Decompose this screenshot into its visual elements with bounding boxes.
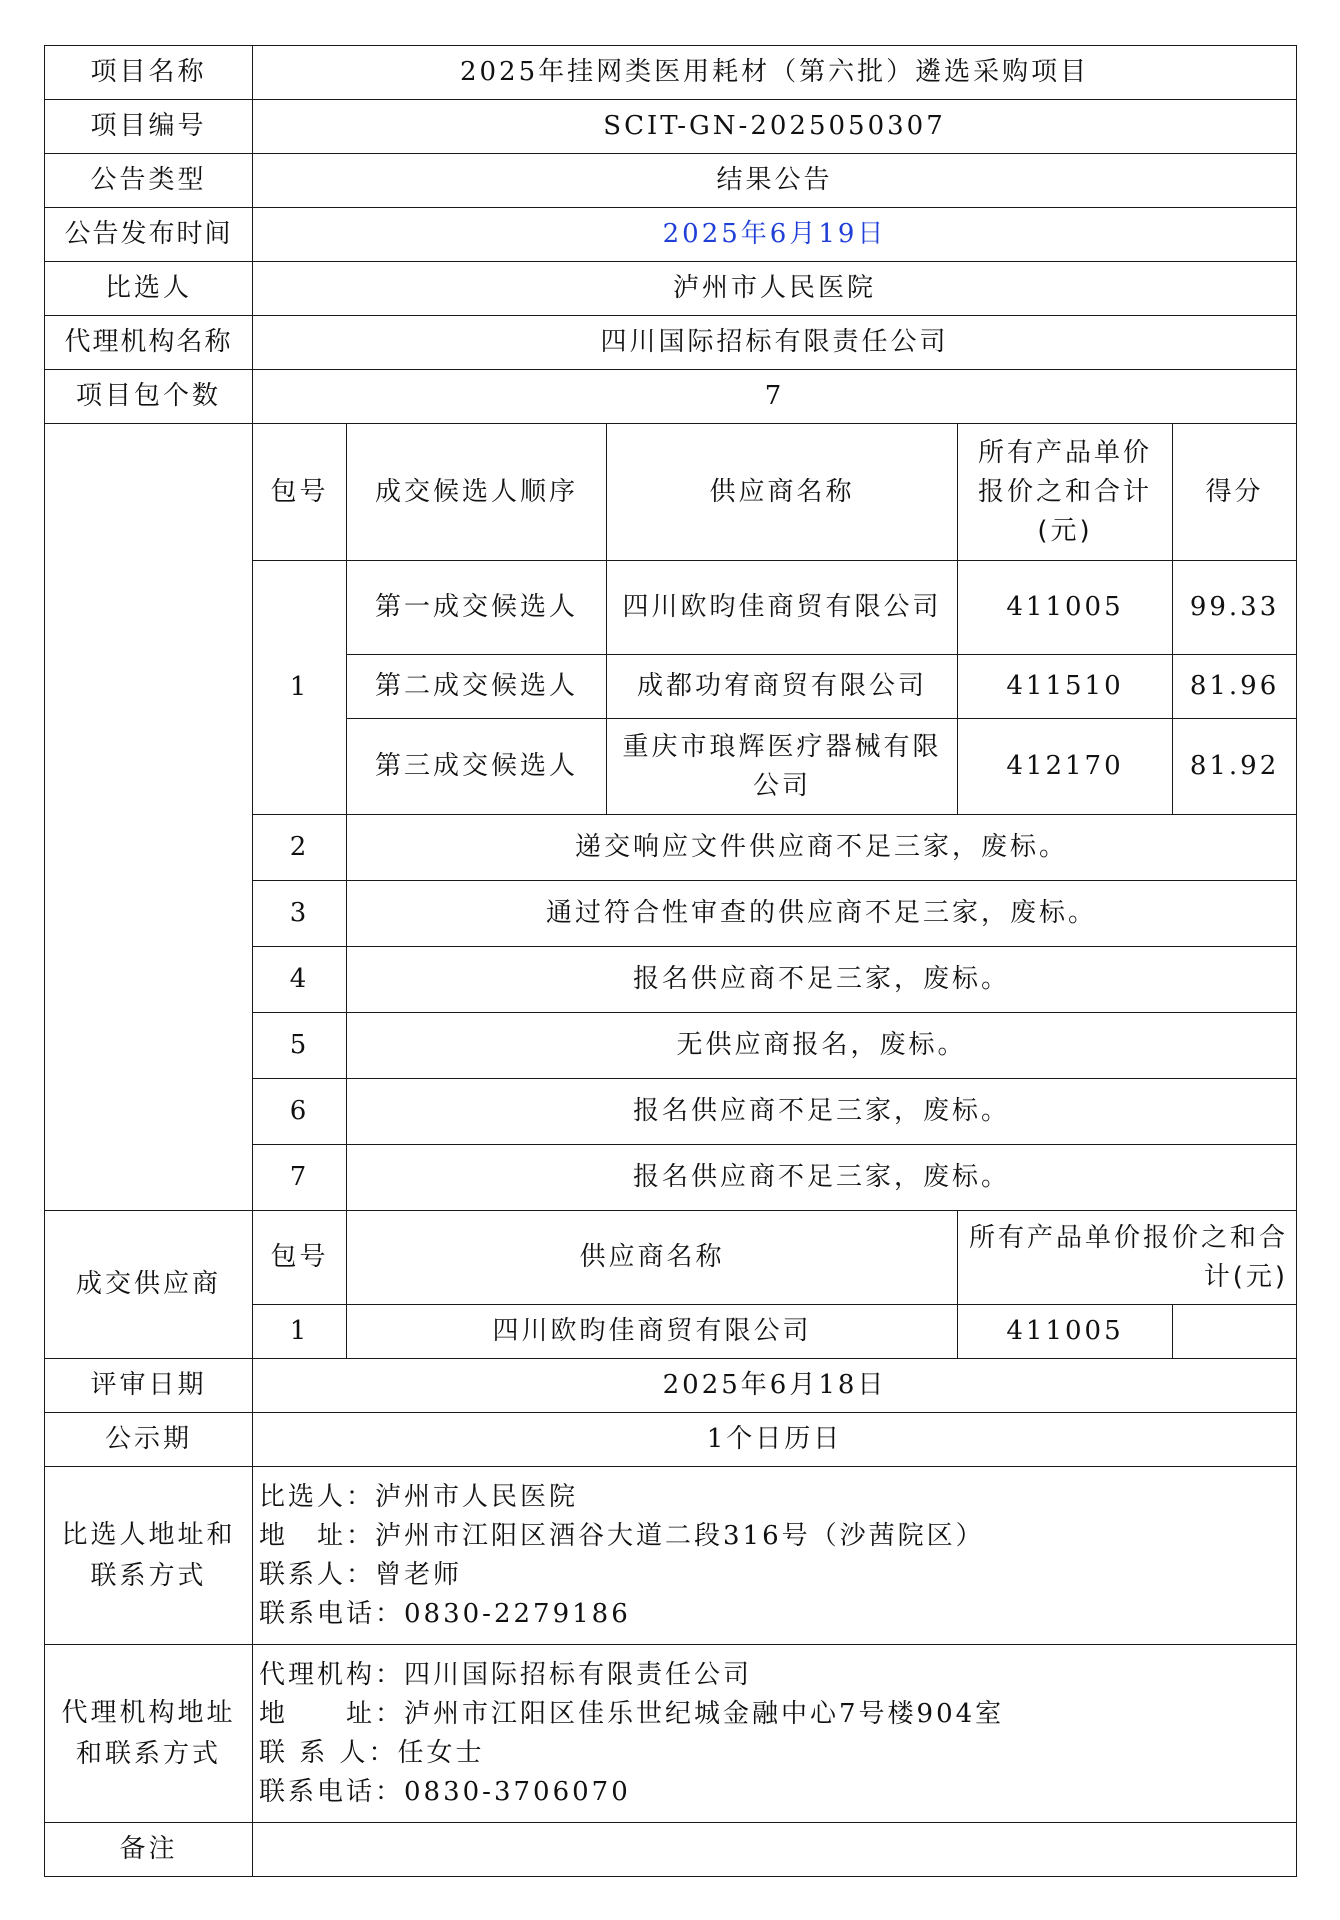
- label-purchaser: 比选人: [45, 262, 253, 316]
- value-review-date: 2025年6月18日: [253, 1359, 1297, 1413]
- agency-contact-phone: 联系电话：0830-3706070: [259, 1776, 631, 1807]
- row-notice-type: [45, 154, 1297, 208]
- label-agency-contact: 代理机构地址和联系方式: [45, 1645, 253, 1823]
- label-package-count: 项目包个数: [45, 370, 253, 424]
- row-publicity-period: [45, 1413, 1297, 1467]
- row-review-date: [45, 1359, 1297, 1413]
- label-review-date: 评审日期: [45, 1359, 253, 1413]
- value-agency-name: 四川国际招标有限责任公司: [253, 316, 1297, 370]
- value-package-count: 7: [253, 370, 1297, 424]
- row-project-number: [45, 100, 1297, 154]
- value-publicity-period: 1个日历日: [253, 1413, 1297, 1467]
- purchaser-contact-person: 联系人：曾老师: [259, 1559, 463, 1590]
- candidate-score: 81.96: [1173, 655, 1297, 719]
- candidate-supplier: 四川欧昀佳商贸有限公司: [607, 561, 958, 655]
- winner-price: 411005: [958, 1305, 1173, 1359]
- candidate-price: 411005: [958, 561, 1173, 655]
- header-price: 所有产品单价报价之和合计(元): [958, 424, 1173, 561]
- label-project-number: 项目编号: [45, 100, 253, 154]
- label-publicity-period: 公示期: [45, 1413, 253, 1467]
- failed-package-note: 递交响应文件供应商不足三家，废标。: [347, 815, 1297, 881]
- winner-package: 1: [253, 1305, 347, 1359]
- failed-package-note: 报名供应商不足三家，废标。: [347, 1079, 1297, 1145]
- row-purchaser: [45, 262, 1297, 316]
- label-winning-supplier: 成交供应商: [45, 1211, 253, 1359]
- candidate-rank: 第三成交候选人: [347, 719, 607, 815]
- failed-package-number: 6: [253, 1079, 347, 1145]
- purchaser-contact-address: 地 址：泸州市江阳区酒谷大道二段316号（沙茜院区）: [259, 1520, 985, 1551]
- header-package: 包号: [253, 424, 347, 561]
- failed-package-number: 2: [253, 815, 347, 881]
- agency-contact-address: 地 址：泸州市江阳区佳乐世纪城金融中心7号楼904室: [259, 1698, 1005, 1729]
- failed-package-number: 7: [253, 1145, 347, 1211]
- purchaser-contact-block: [253, 1467, 1297, 1645]
- candidate-price: 412170: [958, 719, 1173, 815]
- row-remarks: [45, 1823, 1297, 1877]
- value-purchaser: 泸州市人民医院: [253, 262, 1297, 316]
- candidates-blank-cell: [45, 424, 253, 1211]
- winner-header-package: 包号: [253, 1211, 347, 1305]
- failed-package-number: 5: [253, 1013, 347, 1079]
- row-publish-time: [45, 208, 1297, 262]
- agency-contact-person: 联 系 人：任女士: [259, 1737, 485, 1768]
- failed-package-note: 报名供应商不足三家，废标。: [347, 947, 1297, 1013]
- value-publish-time: 2025年6月19日: [253, 208, 1297, 262]
- candidate-rank: 第一成交候选人: [347, 561, 607, 655]
- winner-header-price: 所有产品单价报价之和合计(元): [958, 1211, 1297, 1305]
- package-1-number: 1: [253, 561, 347, 815]
- value-remarks: [253, 1823, 1297, 1877]
- row-project-name: [45, 46, 1297, 100]
- candidate-score: 99.33: [1173, 561, 1297, 655]
- label-purchaser-contact: 比选人地址和联系方式: [45, 1467, 253, 1645]
- agency-contact-name: 代理机构：四川国际招标有限责任公司: [259, 1659, 753, 1690]
- purchaser-contact-phone: 联系电话：0830-2279186: [259, 1598, 631, 1629]
- purchaser-contact-name: 比选人：泸州市人民医院: [259, 1481, 579, 1512]
- candidate-price: 411510: [958, 655, 1173, 719]
- failed-package-note: 通过符合性审查的供应商不足三家，废标。: [347, 881, 1297, 947]
- value-project-number: SCIT-GN-2025050307: [253, 100, 1297, 154]
- result-notice-table: [44, 45, 1297, 1877]
- label-project-name: 项目名称: [45, 46, 253, 100]
- header-supplier: 供应商名称: [607, 424, 958, 561]
- label-notice-type: 公告类型: [45, 154, 253, 208]
- candidate-score: 81.92: [1173, 719, 1297, 815]
- value-notice-type: 结果公告: [253, 154, 1297, 208]
- failed-package-number: 4: [253, 947, 347, 1013]
- label-agency-name: 代理机构名称: [45, 316, 253, 370]
- failed-package-note: 报名供应商不足三家，废标。: [347, 1145, 1297, 1211]
- winner-supplier: 四川欧昀佳商贸有限公司: [347, 1305, 958, 1359]
- winner-empty-cell: [1173, 1305, 1297, 1359]
- winner-header-supplier: 供应商名称: [347, 1211, 958, 1305]
- candidate-rank: 第二成交候选人: [347, 655, 607, 719]
- header-score: 得分: [1173, 424, 1297, 561]
- row-agency-contact: [45, 1645, 1297, 1823]
- winner-header-row: [45, 1211, 1297, 1305]
- label-publish-time: 公告发布时间: [45, 208, 253, 262]
- value-project-name: 2025年挂网类医用耗材（第六批）遴选采购项目: [253, 46, 1297, 100]
- label-remarks: 备注: [45, 1823, 253, 1877]
- row-purchaser-contact: [45, 1467, 1297, 1645]
- agency-contact-block: [253, 1645, 1297, 1823]
- failed-package-note: 无供应商报名，废标。: [347, 1013, 1297, 1079]
- row-agency-name: [45, 316, 1297, 370]
- candidates-header-row: [45, 424, 1297, 561]
- candidate-supplier: 重庆市琅辉医疗器械有限公司: [607, 719, 958, 815]
- failed-package-number: 3: [253, 881, 347, 947]
- row-package-count: [45, 370, 1297, 424]
- header-rank: 成交候选人顺序: [347, 424, 607, 561]
- candidate-supplier: 成都功宥商贸有限公司: [607, 655, 958, 719]
